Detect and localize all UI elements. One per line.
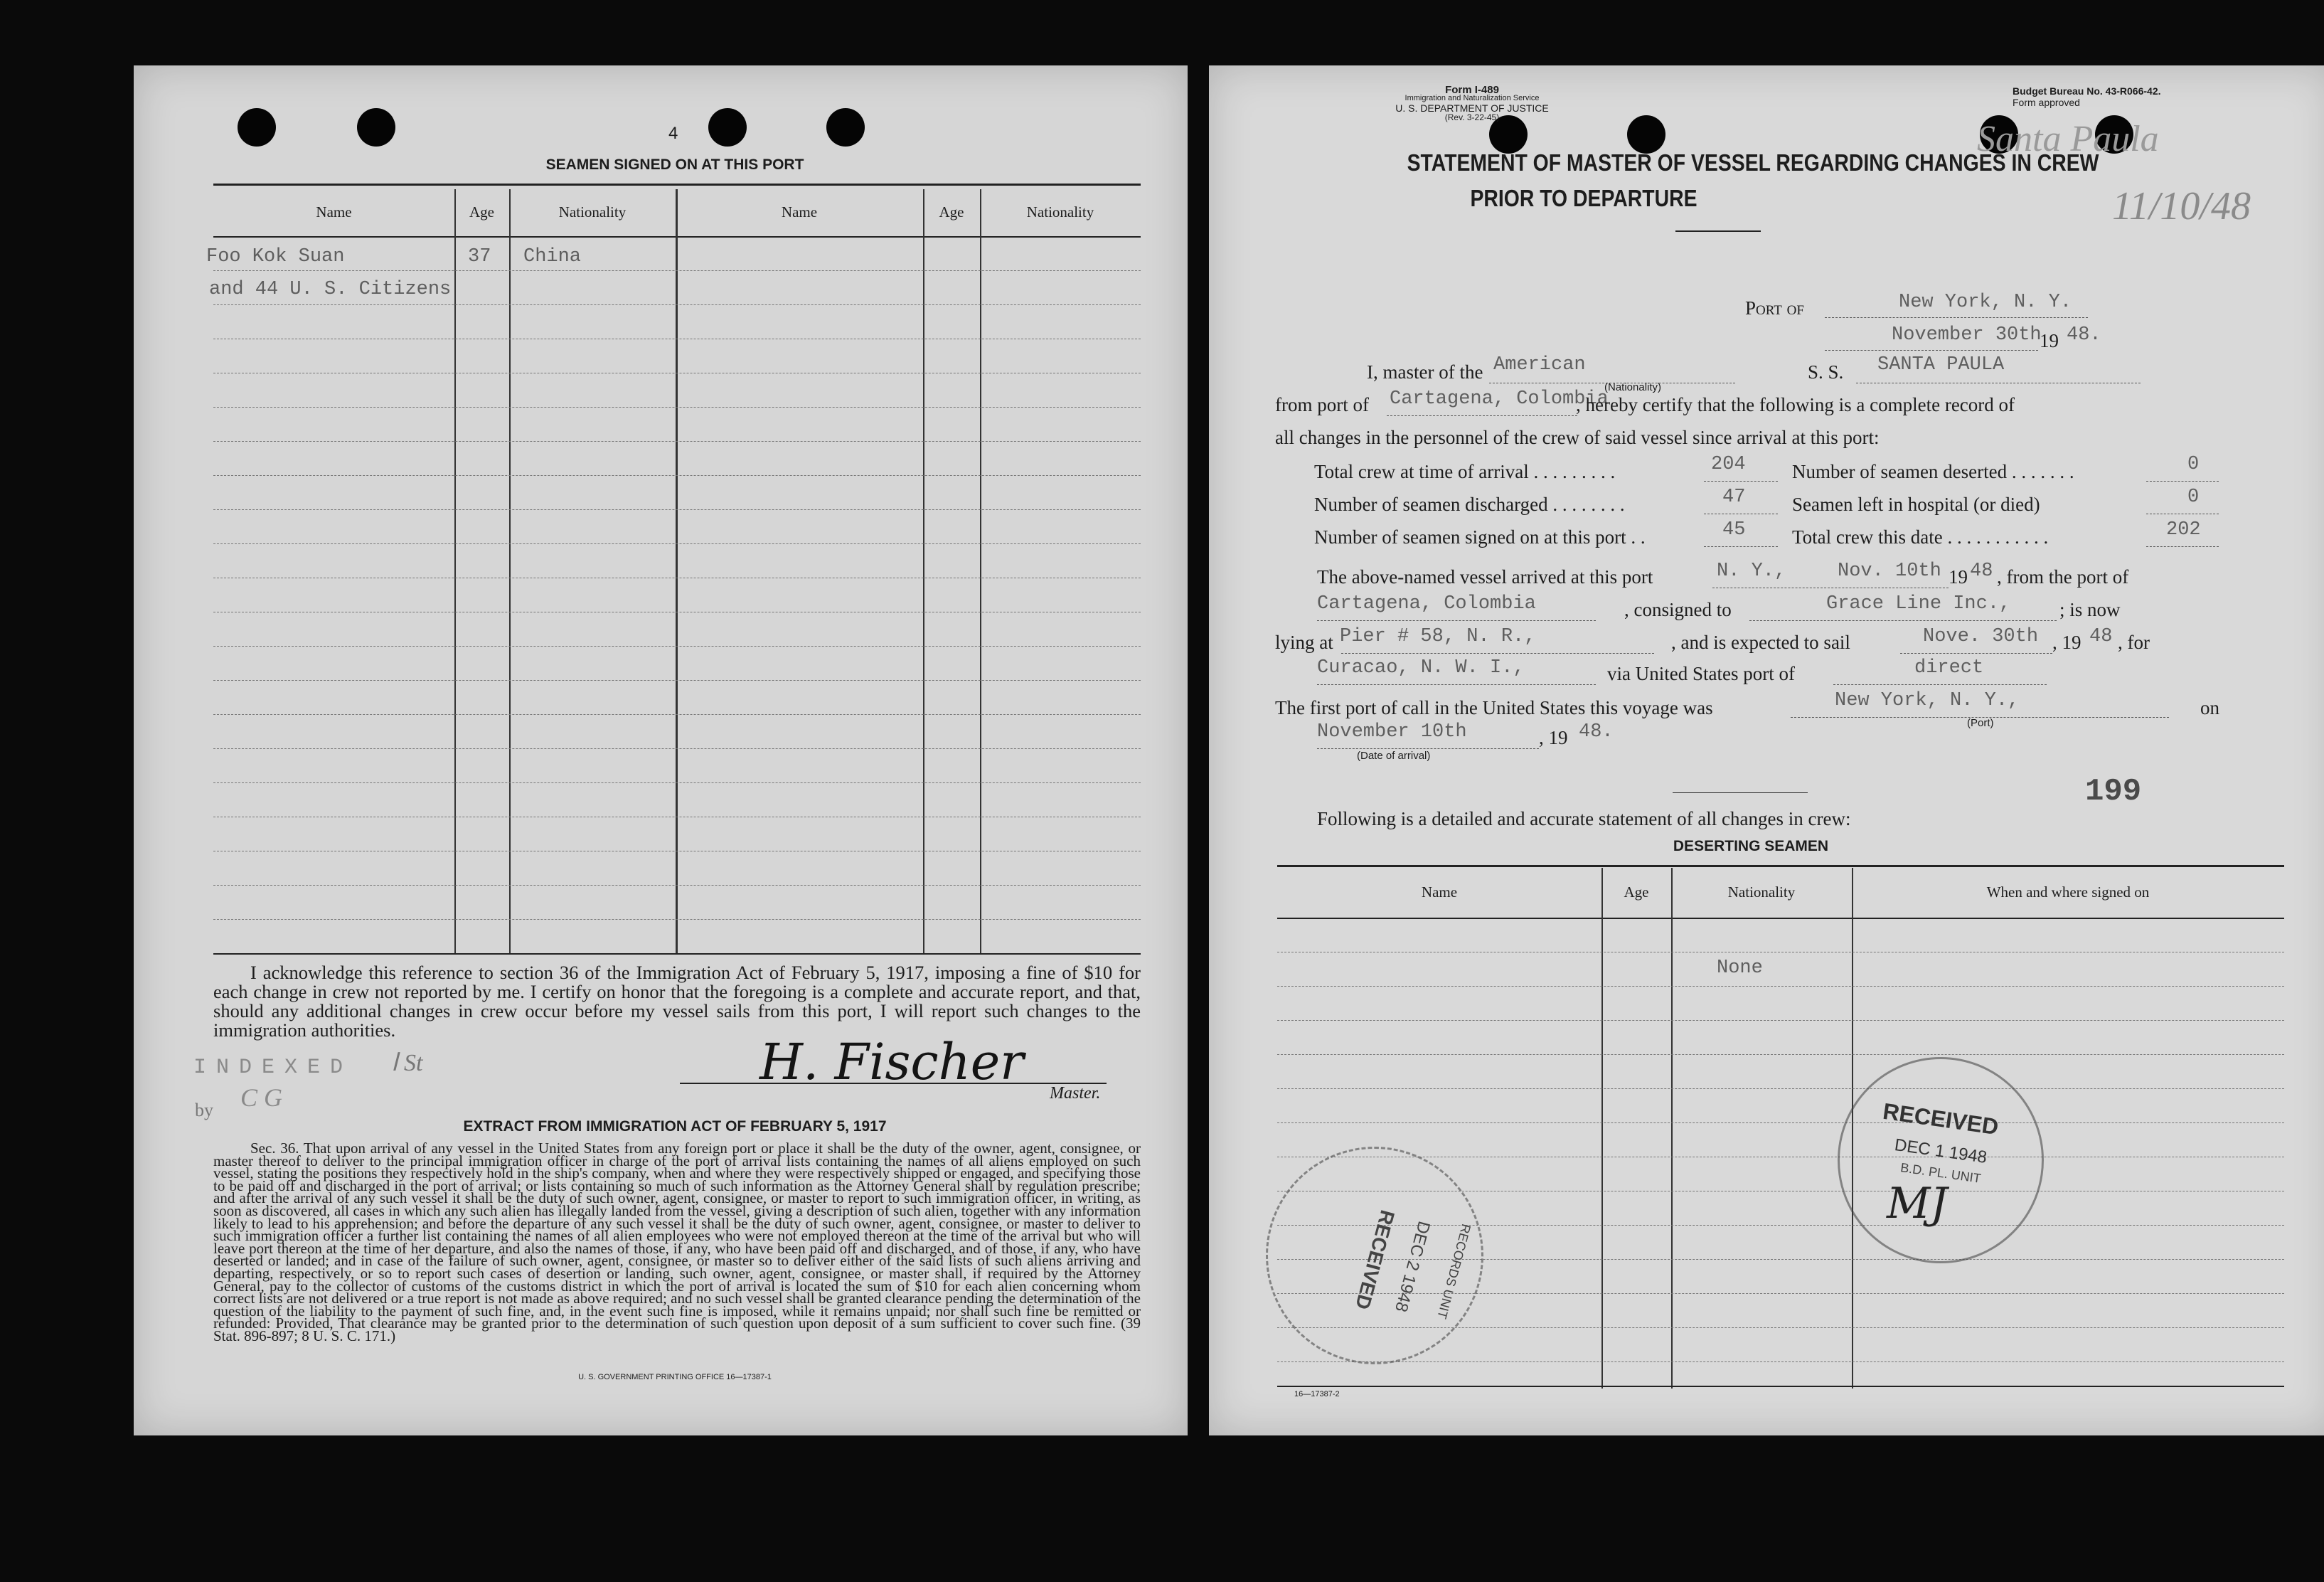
field-underline xyxy=(1704,546,1778,547)
column-divider xyxy=(1601,868,1603,1389)
year-prefix: 19 xyxy=(2040,330,2059,351)
indexed-stamp: INDEXED xyxy=(193,1056,353,1080)
extract-title: EXTRACT FROM IMMIGRATION ACT OF FEBRUARY 5, 1917 xyxy=(463,1118,887,1135)
following-text: Following is a detailed and accurate statement of all changes in crew: xyxy=(1317,808,1851,829)
arrived-year-prefix: 19 xyxy=(1949,566,1968,588)
table-cell-name: and 44 U. S. Citizens xyxy=(209,279,452,300)
first-port-field: New York, N. Y., xyxy=(1835,690,2020,711)
punch-hole xyxy=(1627,115,1665,154)
column-header-age: Age xyxy=(939,203,964,221)
signed-on-value: 45 xyxy=(1722,519,1746,541)
for-label: , for xyxy=(2118,632,2150,653)
first-port-label: The first port of call in the United States this voyage was xyxy=(1275,697,1713,718)
table-cell-age: 37 xyxy=(468,246,491,267)
stamped-number: 199 xyxy=(2085,774,2142,809)
lying-at-label: lying at xyxy=(1275,632,1333,653)
form-title-line-1: STATEMENT OF MASTER OF VESSEL REGARDING CHANGES IN CREW xyxy=(1407,149,2099,176)
field-underline xyxy=(1704,481,1778,482)
origin-port-field: Cartagena, Colombia xyxy=(1317,593,1536,615)
column-header-age: Age xyxy=(469,203,494,221)
consigned-label: , consigned to xyxy=(1624,599,1732,620)
indexed-mark: ا St xyxy=(391,1050,423,1076)
handwritten-date: 11/10/48 xyxy=(2112,184,2251,228)
punch-hole xyxy=(238,108,276,147)
arrived-port-field: N. Y., xyxy=(1717,561,1786,582)
discharged-value: 47 xyxy=(1722,487,1746,508)
sail-date-field: Nove. 30th xyxy=(1923,626,2039,647)
field-underline xyxy=(1317,684,1596,685)
field-underline xyxy=(1317,748,1539,749)
expected-label: , and is expected to sail xyxy=(1671,632,1850,653)
from-the-port-of: , from the port of xyxy=(1997,566,2129,588)
agency-line-2: U. S. DEPARTMENT OF JUSTICE xyxy=(1395,102,1549,114)
form-number: Form I-489 xyxy=(1445,84,1499,96)
date-of-arrival-caption: (Date of arrival) xyxy=(1357,750,1431,762)
via-label: via United States port of xyxy=(1607,663,1795,684)
left-page xyxy=(134,65,1188,1435)
year-field: 48. xyxy=(2067,324,2101,346)
port-caption: (Port) xyxy=(1967,717,1994,729)
acknowledgement-text: I acknowledge this reference to section 36 of the Immigration Act of February 5, 1917, imposing a fine of $10 for each change in crew not reported by me. I certify on honor that the foregoing is a complete and accurate report, and that, should any additional changes in crew occur before my vessel sails from this port, I will report such changes to the immigration authorities. xyxy=(213,962,1141,1041)
first-year-field: 48. xyxy=(1579,721,1614,743)
field-underline xyxy=(1317,620,1596,621)
table-cell-name: Foo Kok Suan xyxy=(206,246,345,267)
destination-field: Curacao, N. W. I., xyxy=(1317,657,1525,679)
date-field: November 30th xyxy=(1892,324,2042,346)
port-field: New York, N. Y. xyxy=(1899,292,2072,313)
form-revision: (Rev. 3-22-45) xyxy=(1444,112,1500,122)
field-underline xyxy=(1341,653,1654,654)
lying-at-field: Pier # 58, N. R., xyxy=(1340,626,1536,647)
table-top-rule xyxy=(213,184,1141,186)
field-underline xyxy=(2146,546,2219,547)
punch-hole xyxy=(708,108,747,147)
column-divider xyxy=(1671,868,1673,1389)
table-cell-nationality: China xyxy=(523,246,582,267)
printer-line: 16—17387-2 xyxy=(1294,1390,1340,1398)
column-header-signed-on: When and where signed on xyxy=(1986,883,2150,901)
stamp-initials: MJ xyxy=(1887,1179,1948,1228)
by-initials: C G xyxy=(240,1083,283,1112)
from-port-field: Cartagena, Colombia xyxy=(1390,388,1609,410)
by-label: by xyxy=(195,1100,213,1120)
first-date-field: November 10th xyxy=(1317,721,1467,743)
master-signature: H. Fischer xyxy=(759,1033,1024,1091)
is-now-text: ; is now xyxy=(2059,599,2121,620)
discharged-label: Number of seamen discharged . . . . . . . . xyxy=(1314,494,1625,515)
nationality-field: American xyxy=(1493,354,1586,376)
total-crew-date-value: 202 xyxy=(2166,519,2201,541)
field-underline xyxy=(1900,653,2052,654)
agency-line-1: Immigration and Naturalization Service xyxy=(1404,94,1540,102)
page-number: 4 xyxy=(668,124,678,143)
field-underline xyxy=(1749,620,2057,621)
deserting-nationality-none: None xyxy=(1717,957,1763,979)
table-header-rule xyxy=(1277,918,2284,919)
deserting-title: DESERTING SEAMEN xyxy=(1673,838,1829,854)
punch-hole xyxy=(826,108,865,147)
on-label: on xyxy=(2200,697,2219,718)
received-stamp: RECEIVED DEC 1 1948 B.D. PL. UNIT MJ xyxy=(1838,1057,2044,1263)
table-top-rule xyxy=(1277,865,2284,867)
field-underline xyxy=(1833,684,2047,685)
punch-hole xyxy=(357,108,395,147)
master-label: Master. xyxy=(1050,1084,1101,1103)
port-label: Port of xyxy=(1745,297,1804,319)
nationality-caption: (Nationality) xyxy=(1604,381,1662,393)
form-title-line-2: PRIOR TO DEPARTURE xyxy=(1470,185,1697,211)
total-crew-arrival-value: 204 xyxy=(1711,454,1746,475)
title-rule xyxy=(1675,230,1761,232)
extract-text: Sec. 36. That upon arrival of any vessel in the United States from any foreign port or place it shall be the duty of the owner, agent, consignee, or master thereof to deliver to the principal immigration officer in charge of the port of arrival lists containing the names of all aliens employed on such vessel, stating the positions they respectively hold in the ship's company, when and where they were respectively shipped or engaged, and specifying those to be paid off and discharged in the port of arrival; or lists containing so much of such information as the Attorney General shall by regulation prescribe; and after the arrival of any such vessel it shall be the duty of such owner, agent, consignee, or master to report to such immigration officer, in writing, as soon as discovered, all cases in which any such alien has illegally landed from the vessel, giving a description of such alien, together with any information likely to lead to his apprehension; and before the departure of any such vessel it shall be the duty of such owner, agent, consignee, or master to deliver to such immigration officer a further list containing the names of all alien employees who were not employed thereon at the time of the arrival but who will leave port thereon at the time of her departure, and also the names of those, if any, who have been paid off and discharged, and of those, if any, who have deserted or landed; and in case of the failure of such owner, agent, consignee, or master so to deliver either of the said lists of such aliens arriving and departing, respectively, or so to report such cases of desertion or landing, such owner, agent, consignee, or master shall, if required by the Attorney General, pay to the collector of customs of the customs district in which the port of arrival is located the sum of $10 for each alien concerning whom correct lists are not delivered or a true report is not made as above required; and no such vessel shall be granted clearance pending the determination of the question of the liability to the payment of such fine, and, in the event such fine is imposed, while it remains unpaid; nor shall such fine be remitted or refunded: Provided, That clearance may be granted prior to the determination of such question upon deposit of a sum sufficient to cover such fine. (39 Stat. 896-897; 8 U. S. C. 171.) xyxy=(213,1140,1141,1344)
column-header-nationality: Nationality xyxy=(1026,203,1094,221)
right-page xyxy=(1209,65,2324,1435)
arrived-label: The above-named vessel arrived at this port xyxy=(1317,566,1653,588)
all-changes-text: all changes in the personnel of the crew of said vessel since arrival at this port: xyxy=(1275,427,1880,448)
consignee-field: Grace Line Inc., xyxy=(1826,593,2011,615)
via-port-field: direct xyxy=(1914,657,1984,679)
deserted-label: Number of seamen deserted . . . . . . . xyxy=(1792,461,2074,482)
sail-year-prefix: , 19 xyxy=(2052,632,2082,653)
from-port-label: from port of xyxy=(1275,394,1369,415)
deserted-value: 0 xyxy=(2187,454,2200,475)
budget-bureau: Budget Bureau No. 43-R066-42. xyxy=(2013,85,2161,97)
field-underline xyxy=(1825,350,2038,351)
certify-text: , hereby certify that the following is a complete record of xyxy=(1576,394,2015,415)
hospital-label: Seamen left in hospital (or died) xyxy=(1792,494,2040,515)
column-header-name: Name xyxy=(781,203,818,221)
table-title: SEAMEN SIGNED ON AT THIS PORT xyxy=(545,156,804,173)
column-header-name: Name xyxy=(316,203,352,221)
ss-label: S. S. xyxy=(1808,361,1844,383)
divider-rule xyxy=(1673,792,1808,793)
column-header-name: Name xyxy=(1421,883,1458,901)
ship-name-field: SANTA PAULA xyxy=(1877,354,2005,376)
first-year-prefix: , 19 xyxy=(1539,727,1568,748)
field-underline xyxy=(1825,317,2088,318)
signed-on-label: Number of seamen signed on at this port . . xyxy=(1314,526,1646,548)
total-crew-arrival-label: Total crew at time of arrival . . . . . . . . . xyxy=(1314,461,1616,482)
form-approved: Form approved xyxy=(2013,97,2080,108)
master-of-label: I, master of the xyxy=(1367,361,1483,383)
received-stamp: RECEIVED DEC 2 1948 RECORDS UNIT xyxy=(1266,1147,1483,1364)
arrived-year-field: 48 xyxy=(1970,561,1993,582)
arrived-date-field: Nov. 10th xyxy=(1838,561,1941,582)
total-crew-date-label: Total crew this date . . . . . . . . . . . xyxy=(1792,526,2049,548)
printer-line: U. S. GOVERNMENT PRINTING OFFICE 16—17387-1 xyxy=(578,1373,772,1381)
field-underline xyxy=(1387,415,1577,416)
handwritten-ship-name: Santa Paula xyxy=(1977,119,2159,159)
column-header-nationality: Nationality xyxy=(558,203,627,221)
column-header-age: Age xyxy=(1624,883,1649,901)
column-header-nationality: Nationality xyxy=(1727,883,1796,901)
signature-line xyxy=(680,1083,1107,1084)
field-underline xyxy=(2146,481,2219,482)
hospital-value: 0 xyxy=(2187,487,2200,508)
sail-year-field: 48 xyxy=(2089,626,2113,647)
